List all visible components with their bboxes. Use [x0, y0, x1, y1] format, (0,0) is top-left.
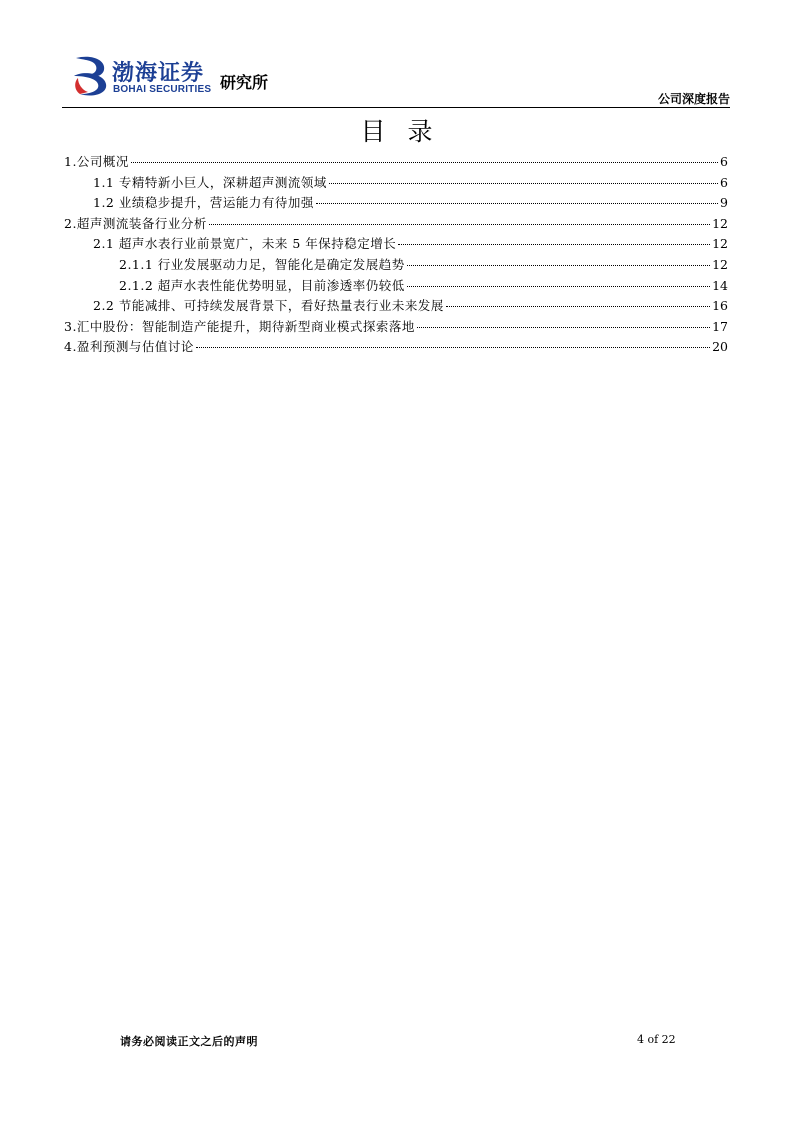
- table-of-contents: [64, 152, 728, 358]
- toc-entry[interactable]: [64, 234, 728, 255]
- toc-entry-page: 16: [712, 298, 728, 314]
- toc-leader-dots: [209, 223, 710, 225]
- logo-english-name: BOHAI SECURITIES: [113, 84, 212, 95]
- toc-leader-dots: [407, 285, 710, 287]
- bohai-logo-icon: [70, 54, 110, 98]
- toc-leader-dots: [131, 161, 718, 163]
- toc-entry[interactable]: [64, 152, 728, 173]
- toc-entry-label: 2.超声测流装备行业分析: [64, 215, 207, 231]
- toc-entry[interactable]: [64, 337, 728, 358]
- toc-entry-page: 6: [720, 154, 728, 169]
- toc-entry-label: 3.汇中股份：智能制造产能提升，期待新型商业模式探索落地: [64, 318, 415, 334]
- toc-entry-label: 2.2 节能减排、可持续发展背景下，看好热量表行业未来发展: [93, 298, 444, 314]
- toc-entry[interactable]: [64, 317, 728, 338]
- toc-leader-dots: [446, 305, 710, 307]
- institute-label: 研究所: [220, 73, 269, 92]
- toc-entry[interactable]: [64, 276, 728, 297]
- toc-leader-dots: [407, 264, 710, 266]
- toc-entry-page: 12: [712, 215, 728, 231]
- toc-leader-dots: [196, 346, 710, 348]
- toc-entry-page: 14: [712, 277, 728, 293]
- toc-entry-page: 6: [720, 174, 728, 190]
- toc-entry[interactable]: [64, 173, 728, 194]
- toc-entry[interactable]: [64, 214, 728, 235]
- toc-title: 目录: [360, 117, 455, 146]
- toc-entry-page: 12: [712, 236, 728, 252]
- toc-leader-dots: [417, 326, 710, 328]
- toc-leader-dots: [398, 243, 710, 245]
- toc-leader-dots: [316, 202, 718, 204]
- toc-entry[interactable]: [64, 296, 728, 317]
- page-number: 4 of 22: [637, 1033, 676, 1046]
- toc-entry-page: 20: [712, 339, 728, 355]
- toc-entry-page: 12: [712, 256, 728, 272]
- disclaimer-note: 请务必阅读正文之后的声明: [120, 1035, 258, 1048]
- toc-entry-label: 1.1 专精特新小巨人，深耕超声测流领域: [93, 174, 327, 190]
- toc-entry-page: 17: [712, 318, 728, 334]
- toc-entry-label: 4.盈利预测与估值讨论: [64, 339, 194, 355]
- toc-leader-dots: [329, 182, 718, 184]
- header-divider: [62, 107, 730, 108]
- toc-entry[interactable]: [64, 193, 728, 214]
- toc-entry-label: 2.1 超声水表行业前景宽广，未来 5 年保持稳定增长: [93, 236, 397, 252]
- toc-entry-label: 2.1.2 超声水表性能优势明显，目前渗透率仍较低: [119, 277, 405, 293]
- toc-entry-label: 1.公司概况: [64, 154, 129, 169]
- toc-entry-label: 2.1.1 行业发展驱动力足，智能化是确定发展趋势: [119, 256, 405, 272]
- toc-entry-page: 9: [720, 195, 728, 211]
- logo-chinese-name: 渤海证券: [112, 61, 205, 86]
- report-type-label: 公司深度报告: [657, 92, 730, 106]
- page-header: [62, 52, 730, 108]
- toc-entry-label: 1.2 业绩稳步提升，营运能力有待加强: [93, 195, 314, 211]
- toc-entry[interactable]: [64, 255, 728, 276]
